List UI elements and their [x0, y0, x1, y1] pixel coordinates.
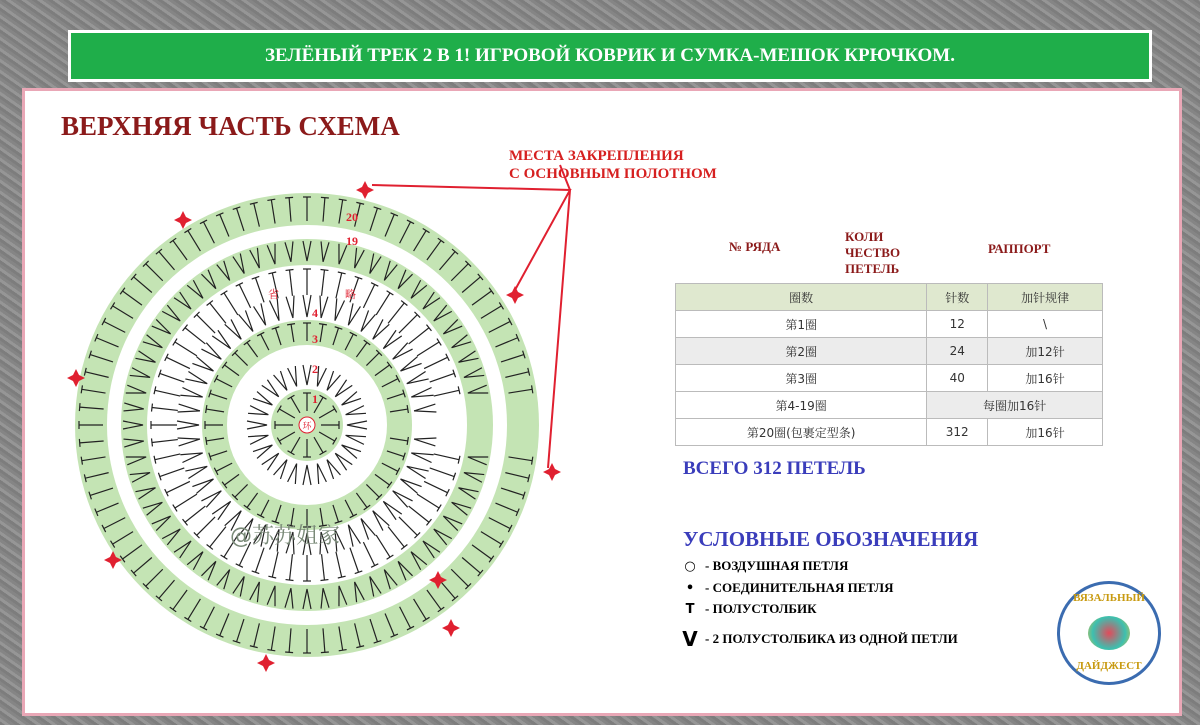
- col-header-count: КОЛИ ЧЕСТВО ПЕТЕЛЬ: [845, 229, 901, 276]
- cell: 第3圈: [676, 365, 927, 392]
- center-label: 环: [302, 421, 312, 431]
- row-number: 3: [312, 332, 318, 346]
- total-stitches: ВСЕГО 312 ПЕТЕЛЬ: [683, 458, 866, 479]
- page-title: ВЕРХНЯЯ ЧАСТЬ СХЕМА: [61, 111, 400, 141]
- cell: 每圈加16针: [927, 392, 1103, 419]
- increase-icon: V: [682, 627, 698, 651]
- logo-top: ВЯЗАЛЬНЫЙ: [1073, 592, 1145, 604]
- cell: 加16针: [988, 419, 1103, 446]
- watermark: @苏苏姐家: [230, 524, 341, 549]
- cell: 针数: [927, 284, 988, 311]
- cell: 加16针: [988, 365, 1103, 392]
- half-double-stitch-top: [321, 652, 329, 653]
- row-number: 19: [346, 234, 358, 248]
- cell: \: [988, 311, 1103, 338]
- title-banner: ЗЕЛЁНЫЙ ТРЕК 2 В 1! ИГРОВОЙ КОВРИК И СУМКА-МЕШОК КРЮЧКОМ.: [68, 30, 1152, 82]
- slip-stitch-icon: •: [685, 580, 695, 596]
- cell: 40: [927, 365, 988, 392]
- cell: 加针规律: [988, 284, 1103, 311]
- logo-bottom: ДАЙДЖЕСТ: [1076, 660, 1142, 672]
- half-double-stitch-top: [79, 439, 80, 447]
- attach-point-icon: [442, 619, 460, 637]
- cell: 第4-19圈: [676, 392, 927, 419]
- omit-label: 省: [268, 289, 279, 301]
- row-number: 2: [312, 362, 318, 376]
- attach-point-icon: [257, 654, 275, 672]
- cell: 24: [927, 338, 988, 365]
- omit-label: 略: [345, 289, 356, 301]
- legend-label: - СОЕДИНИТЕЛЬНАЯ ПЕТЛЯ: [705, 580, 894, 595]
- legend-label: - ВОЗДУШНАЯ ПЕТЛЯ: [705, 558, 849, 573]
- row-number: 20: [346, 210, 358, 224]
- cell: 312: [927, 419, 988, 446]
- note-line1: МЕСТА ЗАКРЕПЛЕНИЯ: [509, 148, 684, 164]
- col-header-row: № РЯДА: [729, 239, 781, 254]
- half-double-stitch-top: [321, 197, 329, 198]
- half-double-stitch-top: [79, 403, 80, 411]
- col-header-repeat: РАППОРТ: [988, 241, 1051, 256]
- legend-label: - 2 ПОЛУСТОЛБИКА ИЗ ОДНОЙ ПЕТЛИ: [705, 631, 958, 646]
- half-double-icon: T: [685, 601, 695, 617]
- legend-title: УСЛОВНЫЕ ОБОЗНАЧЕНИЯ: [683, 527, 979, 551]
- cell: 第1圈: [676, 311, 927, 338]
- attach-point-icon: [543, 463, 561, 481]
- row-number: 4: [312, 306, 318, 320]
- half-double-stitch-top: [285, 652, 293, 653]
- half-double-stitch-top: [285, 197, 293, 198]
- cell: 第2圈: [676, 338, 927, 365]
- cell: 圈数: [676, 284, 927, 311]
- cell: 第20圈(包裹定型条): [676, 419, 927, 446]
- note-line2: С ОСНОВНЫМ ПОЛОТНОМ: [509, 166, 717, 182]
- cell: 12: [927, 311, 988, 338]
- attach-point-icon: [356, 181, 374, 199]
- chain-icon: ○: [684, 558, 696, 574]
- cell: 加12针: [988, 338, 1103, 365]
- row-number: 1: [312, 392, 318, 406]
- legend-label: - ПОЛУСТОЛБИК: [705, 601, 817, 616]
